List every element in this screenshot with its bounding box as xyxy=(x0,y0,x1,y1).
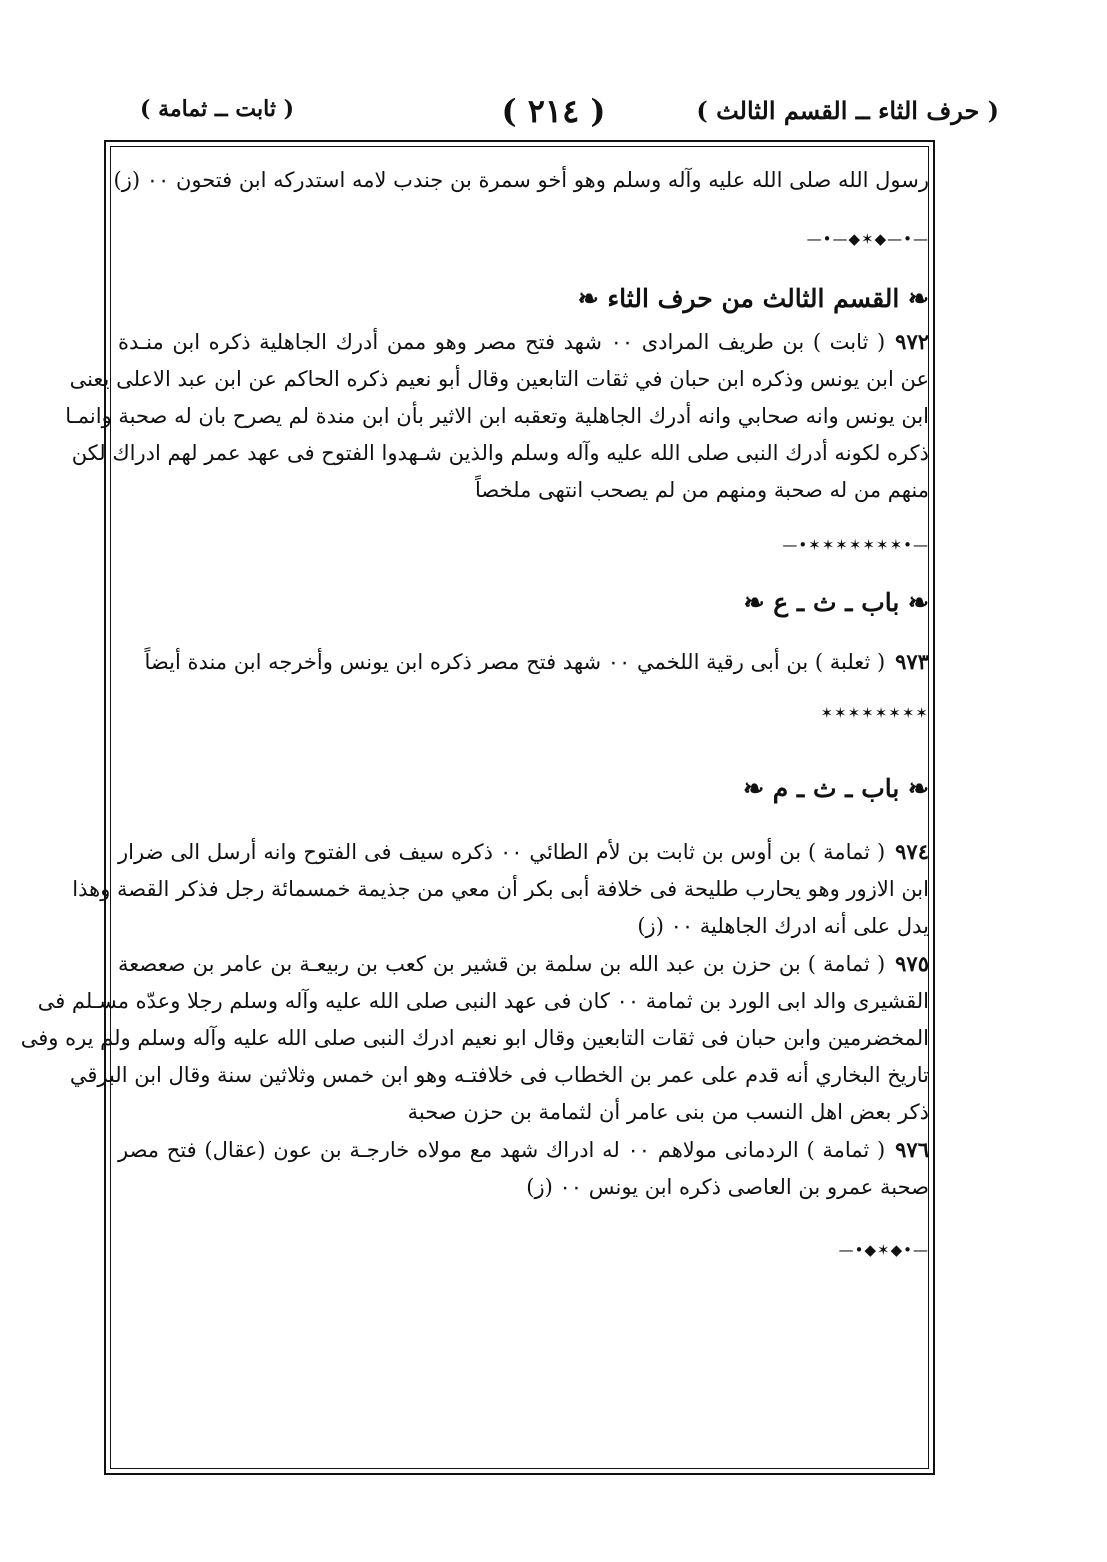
entry-line: المخضرمين وابن حبان فى ثقات التابعين وقال ابو نعيم ادرك النبى صلى الله عليه وآله وسلم ولم يره وفى xyxy=(20,1026,929,1050)
page-body xyxy=(20,158,930,1269)
entry-number: ٩٧٦ xyxy=(895,1137,929,1162)
entry-line: ابن يونس وانه صحابي وانه أدرك الجاهلية وتعقبه ابن الاثير بأن ابن مندة لم يصرح بان له صحبة وانمـا xyxy=(65,404,929,428)
divider-ornament: —•✶✶✶✶✶✶✶•— xyxy=(782,536,929,554)
entry-text: ( ثابت ) بن طريف المرادى ٠٠ شهد فتح مصر وهو ممن أدرك الجاهلية ذكره ابن منـدة xyxy=(118,330,886,354)
entry-line: عن ابن يونس وذكره ابن حبان في ثقات التابعين وقال أبو نعيم ذكره الحاكم عن ابن عبد الاعلى يعنى xyxy=(69,367,929,391)
section-heading xyxy=(118,280,929,317)
divider-ornament: ✶✶✶✶✶✶✶✶ xyxy=(820,704,929,722)
entry-text: ( ثمامة ) الردمانى مولاهم ٠٠ له ادراك شهد مع مولاه خارجـة بن عون (عقال) فتح مصر xyxy=(118,1138,886,1162)
entry-976 xyxy=(118,1131,929,1206)
entry-text: ( ثمامة ) بن حزن بن عبد الله بن سلمة بن قشير بن كعب بن ربيعـة بن عامر بن صعصعة xyxy=(118,952,886,976)
continuation-line: رسول الله صلى الله عليه وآله وسلم وهو أخو سمرة بن جندب لامه استدركه ابن فتحون ٠٠ (ز) xyxy=(113,168,929,192)
entry-line xyxy=(118,833,929,871)
entry-number: ٩٧٤ xyxy=(895,839,929,864)
divider-ornament: —•—◆✶◆—•— xyxy=(806,230,929,248)
entry-line xyxy=(118,1131,929,1169)
chapter-heading-text: باب ـ ث ـ ع xyxy=(773,588,900,617)
entry-number: ٩٧٣ xyxy=(895,649,929,674)
page-number: ( ٢١٤ ) xyxy=(501,92,606,130)
entry-line: ذكر بعض اهل النسب من بنى عامر أن لثمامة بن حزن صحبة xyxy=(407,1100,929,1124)
entry-972 xyxy=(65,323,930,509)
flourish-icon: ❧ xyxy=(908,774,929,803)
end-ornament: —•◆✶◆•— xyxy=(838,1241,929,1259)
flourish-icon: ❧ xyxy=(743,588,765,617)
running-header xyxy=(108,92,999,140)
flourish-icon: ❧ xyxy=(908,284,929,313)
entry-text: ( ثعلبة ) بن أبى رقية اللخمي ٠٠ شهد فتح مصر ذكره ابن يونس وأخرجه ابن مندة أيضاً xyxy=(144,650,886,674)
entry-line: تاريخ البخاري أنه قدم على عمر بن الخطاب فى خلافتـه وهو ابن خمس وثلاثين سنة وقال ابن البرقي xyxy=(69,1063,929,1087)
entry-line: صحبة عمرو بن العاصى ذكره ابن يونس ٠٠ (ز) xyxy=(526,1175,929,1199)
entry-number: ٩٧٢ xyxy=(895,329,930,354)
entry-974 xyxy=(72,833,929,945)
entry-973 xyxy=(118,643,929,681)
entry-line xyxy=(118,643,929,681)
chapter-heading-text: باب ـ ث ـ م xyxy=(772,774,900,803)
flourish-icon: ❧ xyxy=(577,284,599,313)
entry-975 xyxy=(20,945,929,1131)
entry-line: ذكره لكونه أدرك النبى صلى الله عليه وآله وسلم والذين شـهدوا الفتوح فى عهد عمر لهم ادراك لكن xyxy=(71,441,929,465)
header-entry-range: ( ثابت ــ ثمامة ) xyxy=(140,96,295,122)
entry-number: ٩٧٥ xyxy=(895,951,929,976)
chapter-heading xyxy=(118,584,929,621)
section-heading-text: القسم الثالث من حرف الثاء xyxy=(607,284,900,313)
entry-line: القشيرى والد ابى الورد بن ثمامة ٠٠ كان فى عهد النبى صلى الله عليه وآله وسلم رجلا وعدّه مسـلم فى xyxy=(37,989,929,1013)
entry-line: منهم من له صحبة ومنهم من لم يصحب انتهى ملخصاً xyxy=(475,478,929,502)
flourish-icon: ❧ xyxy=(908,588,929,617)
chapter-heading xyxy=(118,770,929,807)
entry-text: ( ثمامة ) بن أوس بن ثابت بن لأم الطائي ٠٠ ذكره سيف فى الفتوح وانه أرسل الى ضرار xyxy=(118,840,886,864)
flourish-icon: ❧ xyxy=(743,774,765,803)
entry-line xyxy=(118,323,929,361)
entry-line xyxy=(118,945,929,983)
header-section-title: ( حرف الثاء ــ القسم الثالث ) xyxy=(696,96,999,125)
entry-line: ابن الازور وهو يحارب طليحة فى خلافة أبى بكر أن معي من جذيمة خمسمائة رجل فذكر القصة وهذا xyxy=(72,877,929,901)
entry-line: يدل على أنه ادرك الجاهلية ٠٠ (ز) xyxy=(637,914,929,938)
